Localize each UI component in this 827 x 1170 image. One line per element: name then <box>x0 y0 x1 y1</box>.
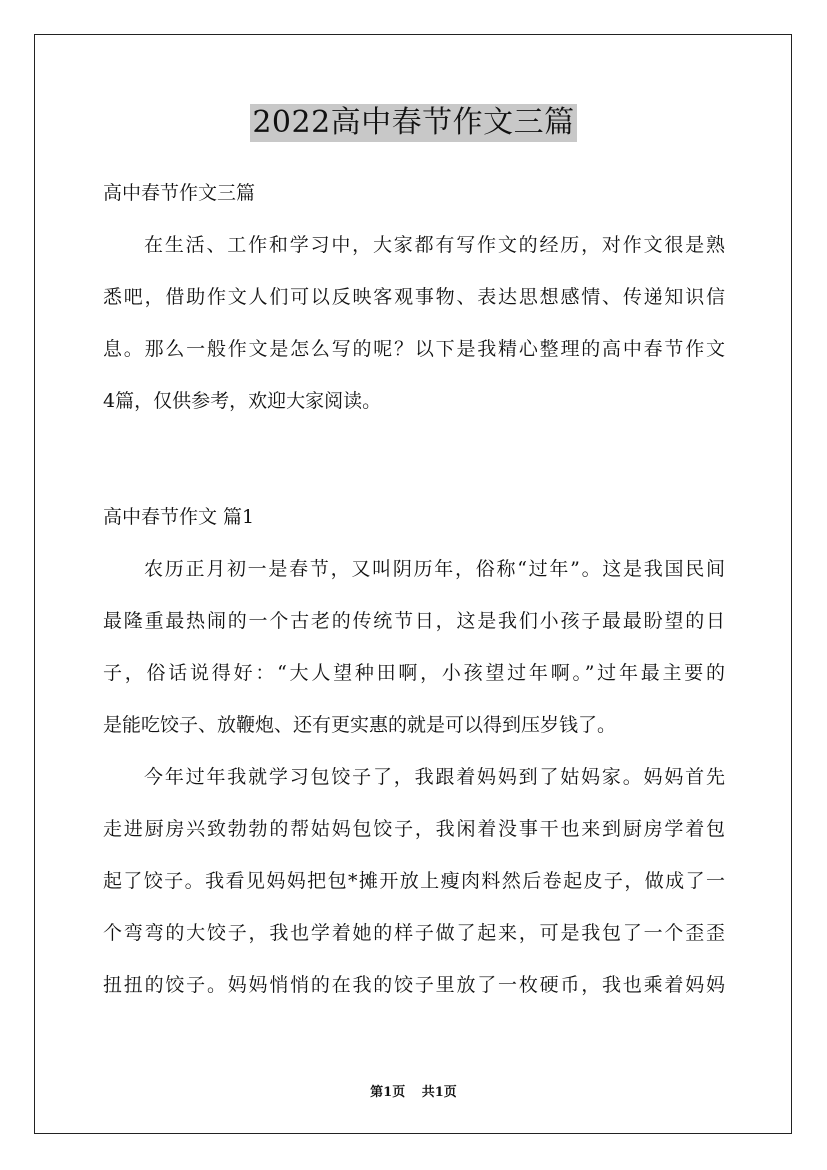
intro-line: 悉吧，借助作文人们可以反映客观事物、表达思想感情、传递知识信 <box>103 286 725 308</box>
page-footer <box>0 1085 827 1101</box>
paragraph-line: 是能吃饺子、放鞭炮、还有更实惠的就是可以得到压岁钱了。 <box>103 714 617 736</box>
intro-line: 4篇，仅供参考，欢迎大家阅读。 <box>103 390 382 412</box>
document-title: 2022高中春节作文三篇 <box>252 105 575 140</box>
title-wrap <box>0 104 827 142</box>
paragraph-line: 最隆重最热闹的一个古老的传统节日，这是我们小孩子最最盼望的日 <box>103 610 725 632</box>
paragraph-line: 农历正月初一是春节，又叫阴历年，俗称“过年”。这是我国民间 <box>144 558 725 580</box>
paragraph-line: 扭扭的饺子。妈妈悄悄的在我的饺子里放了一枚硬币，我也乘着妈妈 <box>103 974 725 996</box>
paragraph-line: 子，俗话说得好：“大人望种田啊，小孩望过年啊。”过年最主要的 <box>103 662 725 684</box>
section-spacer <box>103 432 725 496</box>
document-body <box>103 172 725 1016</box>
page-number: 第1页 <box>370 1085 406 1100</box>
intro-line: 在生活、工作和学习中，大家都有写作文的经历，对作文很是熟 <box>144 234 725 256</box>
paragraph-line: 起了饺子。我看见妈妈把包*摊开放上瘦肉料然后卷起皮子，做成了一 <box>103 870 725 892</box>
intro-heading: 高中春节作文三篇 <box>103 182 256 204</box>
page-total: 共1页 <box>421 1085 457 1100</box>
footer-gap <box>409 1085 417 1100</box>
paragraph-line: 个弯弯的大饺子，我也学着她的样子做了起来，可是我包了一个歪歪 <box>103 922 725 944</box>
paragraph-line: 走进厨房兴致勃勃的帮姑妈包饺子，我闲着没事干也来到厨房学着包 <box>103 818 725 840</box>
intro-line: 息。那么一般作文是怎么写的呢？以下是我精心整理的高中春节作文 <box>103 338 725 360</box>
paragraph-line: 今年过年我就学习包饺子了，我跟着妈妈到了姑妈家。妈妈首先 <box>144 766 725 788</box>
section1-heading: 高中春节作文 篇1 <box>103 506 255 528</box>
